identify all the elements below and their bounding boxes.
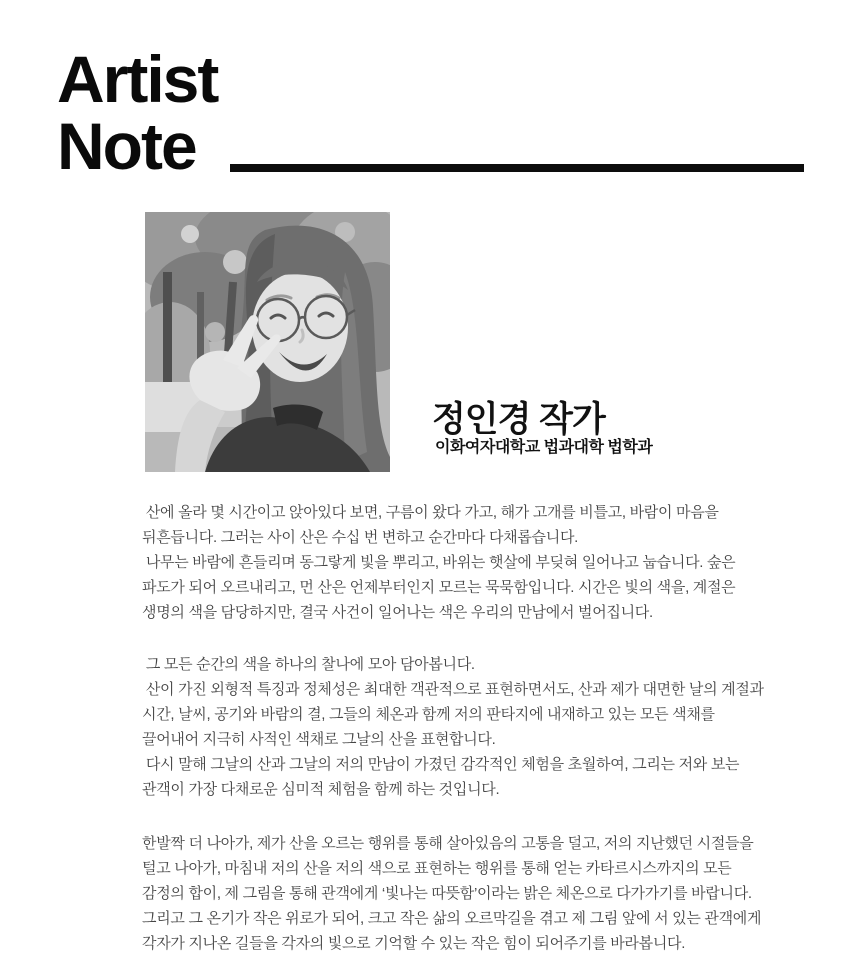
statement-line: 산에 올라 몇 시간이고 앉아있다 보면, 구름이 왔다 가고, 해가 고개를 비틀고, 바람이 마음을: [142, 504, 719, 521]
artist-portrait-photo: [145, 212, 390, 472]
statement-line: 산이 가진 외형적 특징과 정체성은 최대한 객관적으로 표현하면서도, 산과 제가 대면한 날의 계절과: [142, 681, 764, 698]
artist-statement-paragraph-1: [142, 500, 782, 625]
statement-line: 파도가 되어 오르내리고, 먼 산은 언제부터인지 모르는 묵묵함입니다. 시간은 빛의 색을, 계절은: [142, 579, 736, 596]
statement-line: 각자가 지나온 길들을 각자의 빛으로 기억할 수 있는 작은 힘이 되어주기를 바라봅니다.: [142, 935, 686, 952]
artist-name: 정인경 작가: [432, 400, 605, 439]
statement-line: 그 모든 순간의 색을 하나의 찰나에 모아 담아봅니다.: [142, 656, 475, 673]
statement-line: 시간, 날씨, 공기와 바람의 결, 그들의 체온과 함께 저의 판타지에 내재하고 있는 모든 색채를: [142, 706, 715, 723]
statement-line: 끌어내어 지극히 사적인 색채로 그날의 산을 표현합니다.: [142, 731, 496, 748]
page-title: [57, 42, 218, 183]
statement-line: 나무는 바람에 흔들리며 동그랗게 빛을 뿌리고, 바위는 햇살에 부딪혀 일어나고 눕습니다. 숲은: [142, 554, 736, 571]
artist-affiliation: 이화여자대학교 법과대학 법학과: [435, 439, 653, 456]
statement-line: 감정의 합이, 제 그림을 통해 관객에게 ‘빛나는 따뜻함’이라는 밝은 체온으로 다가가기를 바랍니다.: [142, 885, 752, 902]
statement-line: 뒤흔듭니다. 그러는 사이 산은 수십 번 변하고 순간마다 다채롭습니다.: [142, 529, 578, 546]
statement-line: 생명의 색을 담당하지만, 결국 사건이 일어나는 색은 우리의 만남에서 벌어집니다.: [142, 604, 653, 621]
artist-statement-paragraph-2: [142, 652, 782, 802]
artist-statement-paragraph-3: [142, 831, 782, 956]
title-underline-rule: [230, 164, 804, 172]
page-title-line-2: Note: [57, 109, 196, 183]
statement-line: 그리고 그 온기가 작은 위로가 되어, 크고 작은 삶의 오르막길을 겪고 제 그림 앞에 서 있는 관객에게: [142, 910, 762, 927]
statement-line: 다시 말해 그날의 산과 그날의 저의 만남이 가졌던 감각적인 체험을 초월하여, 그리는 저와 보는: [142, 756, 740, 773]
statement-line: 관객이 가장 다채로운 심미적 체험을 함께 하는 것입니다.: [142, 781, 500, 798]
statement-line: 털고 나아가, 마침내 저의 산을 저의 색으로 표현하는 행위를 통해 얻는 카타르시스까지의 모든: [142, 860, 732, 877]
page-title-line-1: Artist: [57, 42, 218, 116]
statement-line: 한발짝 더 나아가, 제가 산을 오르는 행위를 통해 살아있음의 고통을 덜고, 저의 지난했던 시절들을: [142, 835, 754, 852]
